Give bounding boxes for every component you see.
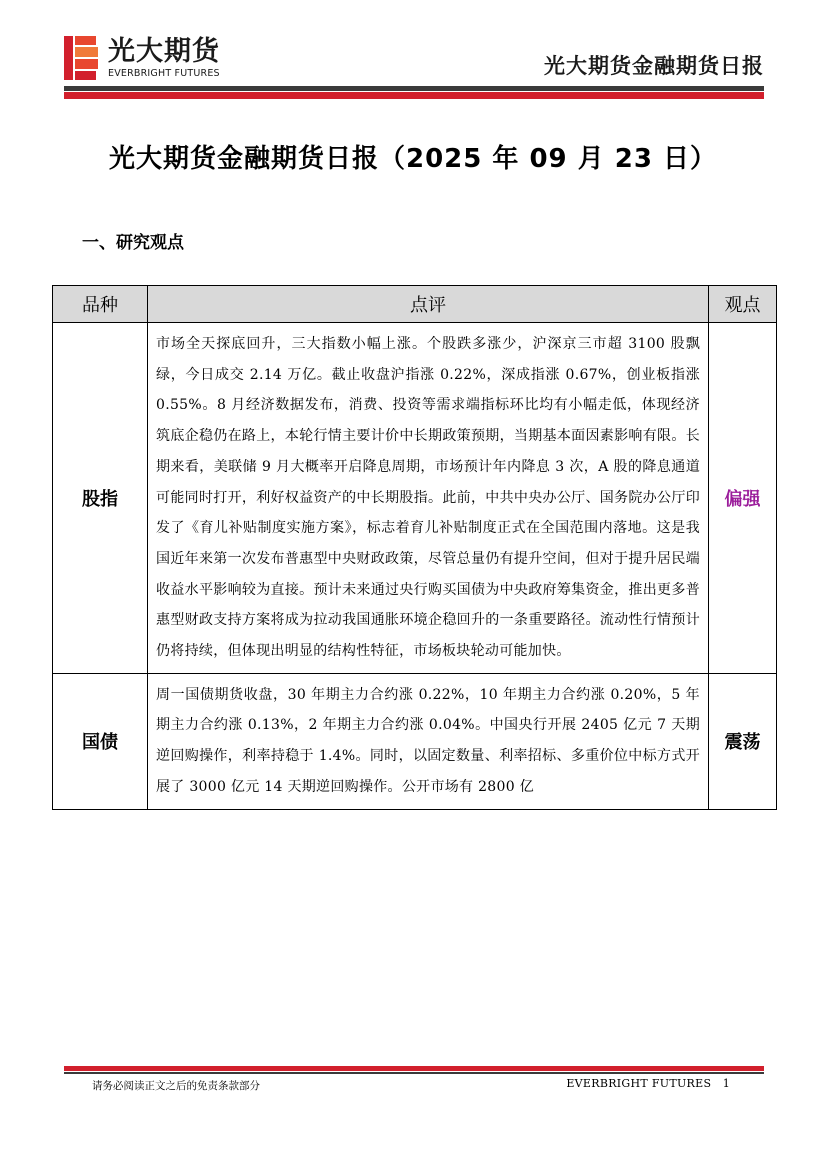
logo-english-name: EVERBRIGHT FUTURES xyxy=(108,68,220,79)
section-title: 一、研究观点 xyxy=(82,233,184,253)
row-variety-treasury-bond: 国债 xyxy=(53,673,148,809)
footer-disclaimer: 请务必阅读正文之后的免责条款部分 xyxy=(92,1080,260,1092)
header-comment: 点评 xyxy=(148,286,709,323)
header-variety: 品种 xyxy=(53,286,148,323)
row-view-stock-index: 偏强 xyxy=(709,323,777,674)
table-row xyxy=(53,323,777,674)
table-header-row xyxy=(53,286,777,323)
document-title: 光大期货金融期货日报（2025 年 09 月 23 日） xyxy=(109,144,717,174)
row-comment-stock-index: 市场全天探底回升，三大指数小幅上涨。个股跌多涨少，沪深京三市超 3100 股飘绿，今日成交 2.14 万亿。截止收盘沪指涨 0.22%，深成指涨 0.67%，创业板指涨 0.55%。8 月经济数据发布，消费、投资等需求端指标环比均有小幅走低，体现经济筑底企稳仍在路上，本轮行情主要计价中长期政策预期，当期基本面因素影响有限。长期来看，美联储 9 月大概率开启降息周期，市场预计年内降息 3 次，A 股的降息通道可能同时打开，利好权益资产的中长期股指。此前，中共中央办公厅、国务院办公厅印发了《育儿补贴制度实施方案》，标志着育儿补贴制度正式在全国范围内落地。这是我国近年来第一次发布普惠型中央财政政策，尽管总量仍有提升空间，但对于提升居民端收益水平影响较为直接。预计未来通过央行购买国债为中央政府筹集资金，推出更多普惠型财政支持方案将成为拉动我国通胀环境企稳回升的一条重要路径。流动性行情预计仍将持续，但体现出明显的结构性特征，市场板块轮动可能加快。 xyxy=(148,323,709,674)
row-variety-stock-index: 股指 xyxy=(53,323,148,674)
company-logo xyxy=(64,36,244,82)
header-view: 观点 xyxy=(709,286,777,323)
footer-company-page xyxy=(566,1077,730,1090)
page-number: 1 xyxy=(722,1077,730,1090)
header-divider-dark xyxy=(64,86,764,91)
everbright-logo-icon xyxy=(64,36,98,80)
footer-company: EVERBRIGHT FUTURES xyxy=(566,1077,712,1090)
table-row xyxy=(53,673,777,809)
header-report-title: 光大期货金融期货日报 xyxy=(544,54,764,78)
research-table-container xyxy=(52,285,777,1065)
footer-divider-red xyxy=(64,1066,764,1071)
row-comment-treasury-bond: 周一国债期货收盘，30 年期主力合约涨 0.22%，10 年期主力合约涨 0.20%，5 年期主力合约涨 0.13%，2 年期主力合约涨 0.04%。中国央行开展 2405 亿元 7 天期逆回购操作，利率持稳于 1.4%。同时，以固定数量、利率招标、多重价位中标方式开展了 3000 亿元 14 天期逆回购操作。公开市场有 2800 亿 xyxy=(148,673,709,809)
header-divider-red xyxy=(64,92,764,99)
research-table xyxy=(52,285,777,810)
footer-divider-dark xyxy=(64,1072,764,1074)
row-view-treasury-bond: 震荡 xyxy=(709,673,777,809)
logo-chinese-name: 光大期货 xyxy=(108,36,220,67)
